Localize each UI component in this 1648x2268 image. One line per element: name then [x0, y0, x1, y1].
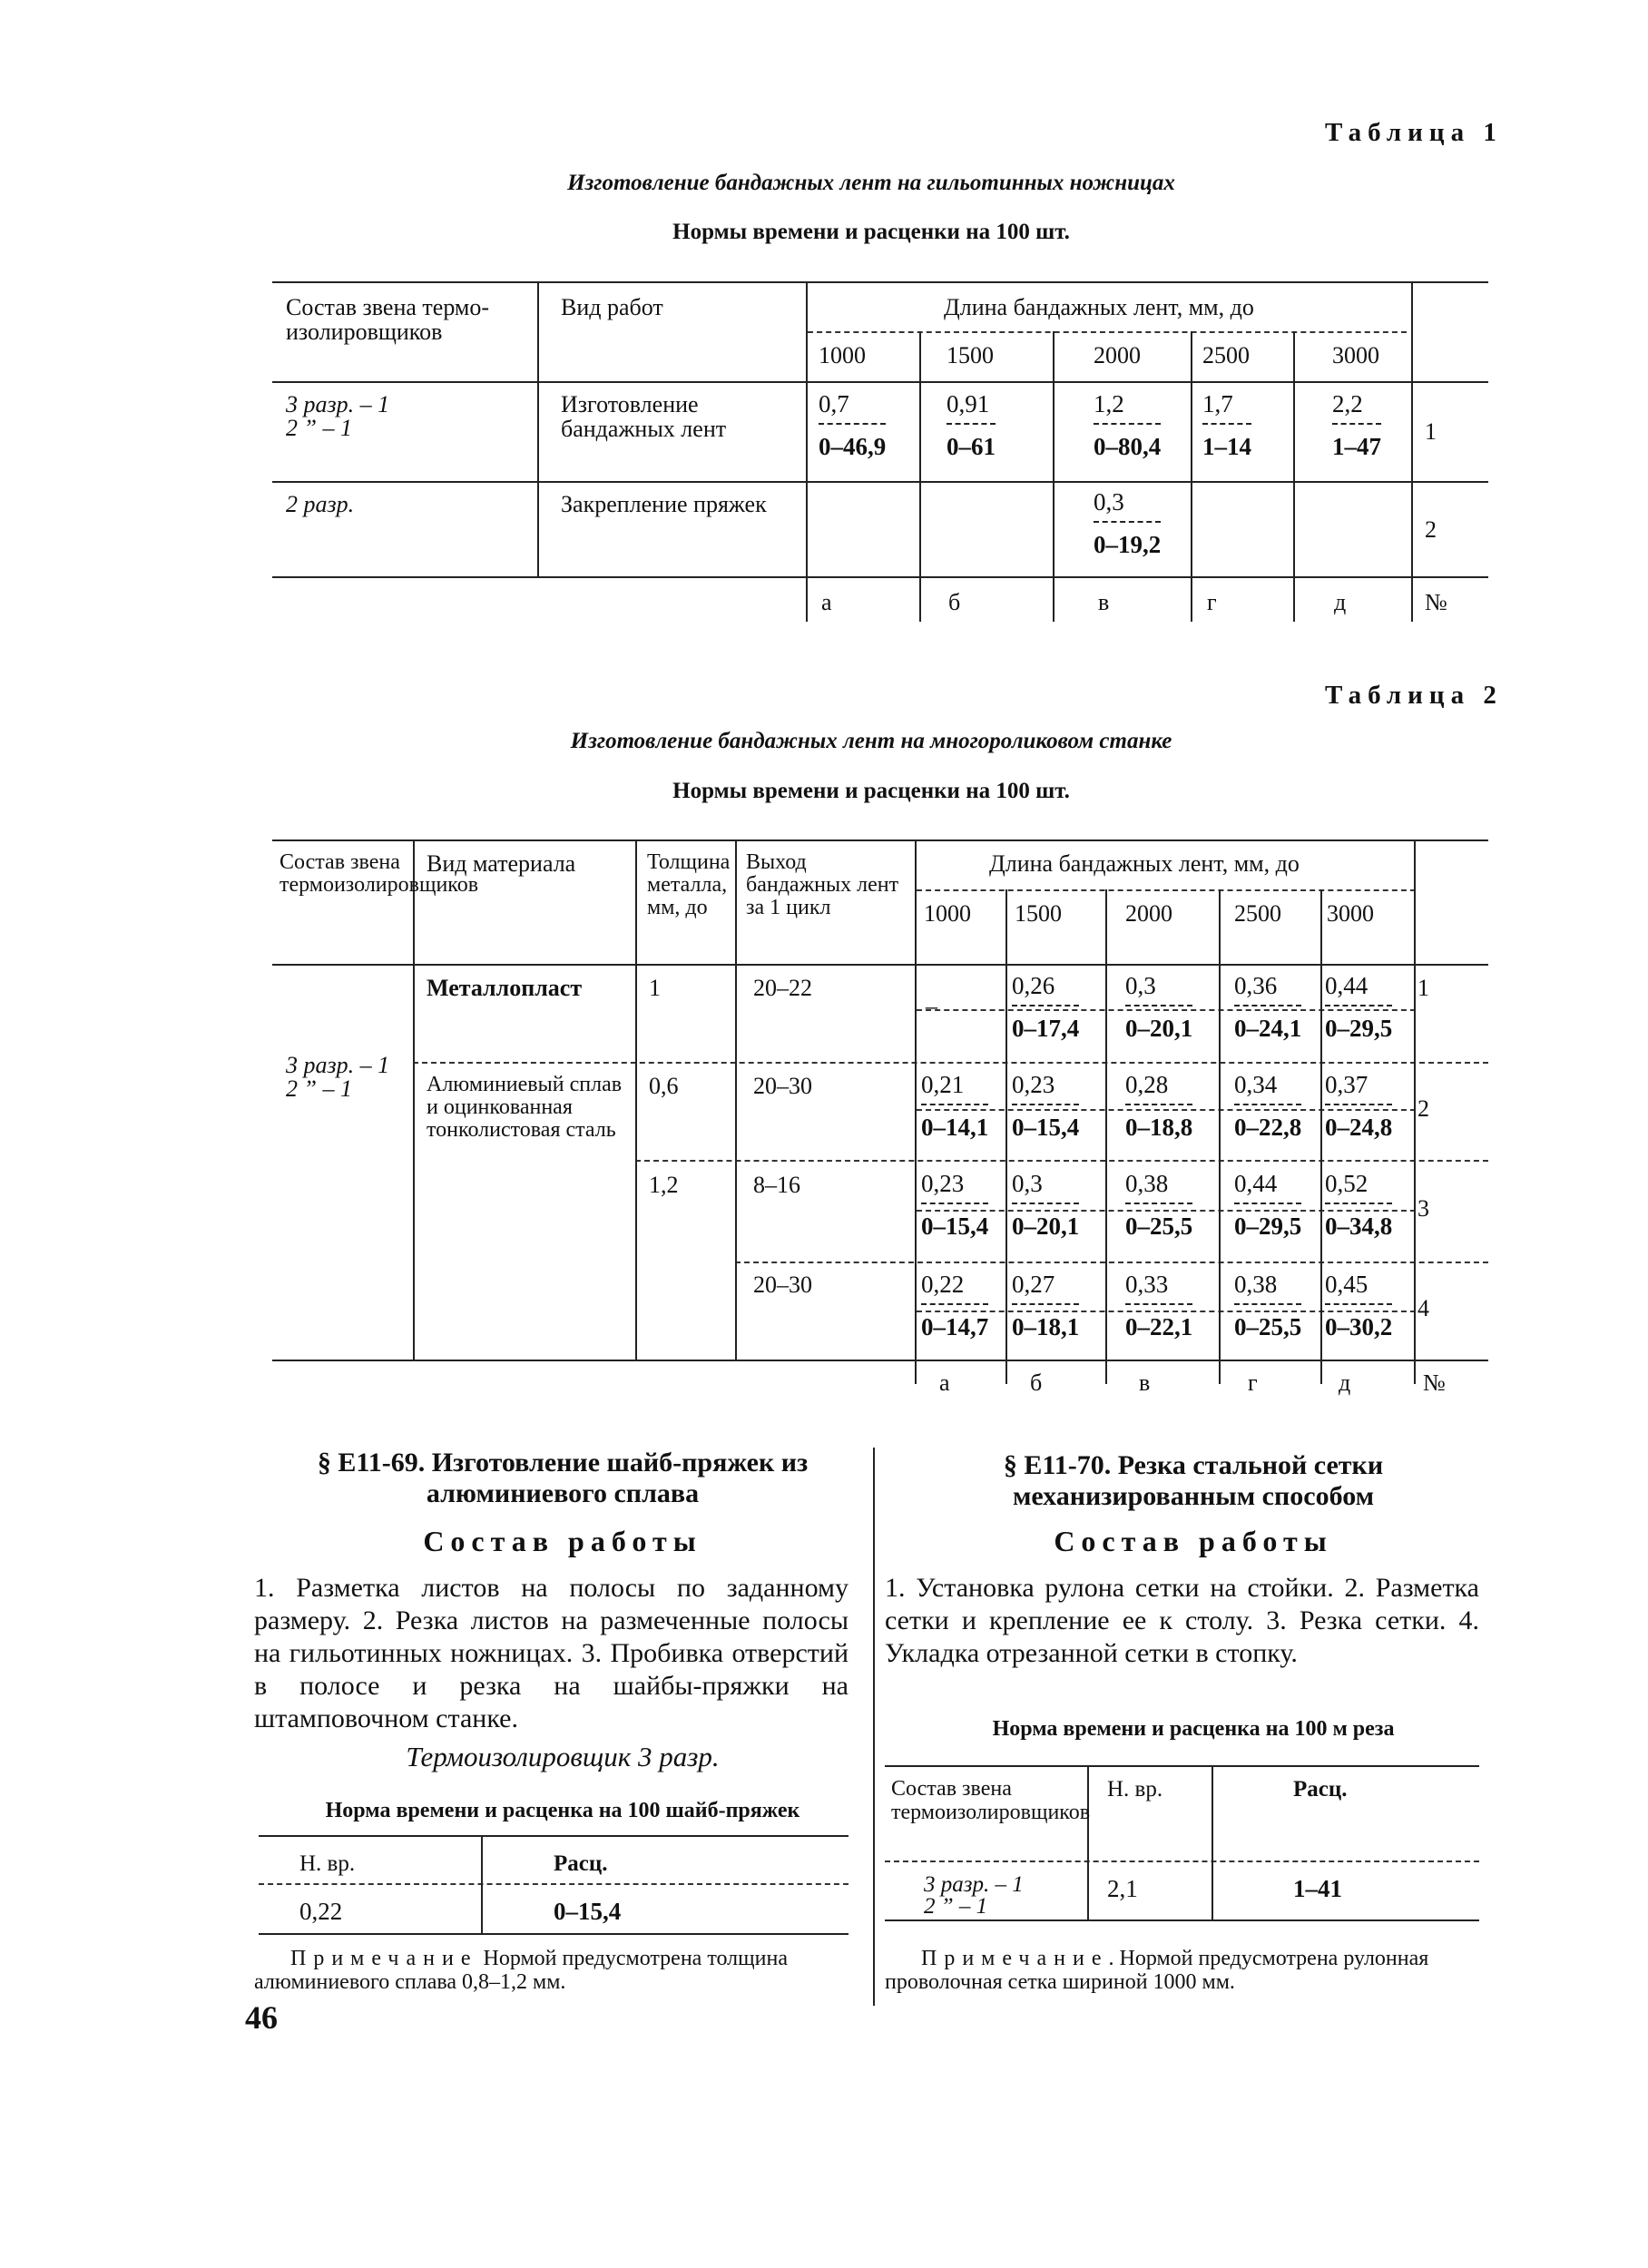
t2-r1-output: 20–22 [753, 975, 812, 1001]
sec70-norm-title: Норма времени и расценка на 100 м реза [992, 1717, 1395, 1741]
t2-r1-c5: $\frac{0,44}{0-29,5}$ [1325, 972, 1393, 1042]
t2-r1-c2: $\frac{0,26}{0-17,4}$ [1012, 972, 1080, 1042]
t1-r1-c3: $\frac{1,2}{0-80,4}$ [1094, 390, 1162, 460]
table1-caption: Изготовление бандажных лент на гильотинных ножницах [567, 171, 1175, 195]
t1-header-length: Длина бандажных лент, мм, до [944, 294, 1254, 320]
t2-r4-no: 4 [1417, 1295, 1429, 1321]
t1-foot-a: а [821, 589, 832, 615]
t1-foot-no: № [1425, 589, 1447, 615]
t1-r1-crew-a: 3 разр. – 1 [286, 391, 390, 417]
t2-r4-c3: $\frac{0,33}{0-22,1}$ [1125, 1271, 1193, 1340]
t2-crew-a: 3 разр. – 1 [286, 1052, 390, 1078]
table2-label: Таблица 2 [1325, 681, 1503, 710]
t2-r2-material: Алюминиевый сплав и оцинкованная тонколистовая сталь [427, 1073, 623, 1142]
t2-r2-c5: $\frac{0,37}{0-24,8}$ [1325, 1071, 1393, 1141]
t1-r1-crew-b: 2 ” – 1 [286, 415, 352, 441]
t2-header-crew: Состав звена термоизолировщиков [280, 850, 479, 897]
t1-len-2500: 2500 [1202, 342, 1250, 368]
t2-r1-no: 1 [1417, 975, 1429, 1001]
t1-r2-work: Закрепление пряжек [561, 491, 767, 517]
t2-header-output: Выход бандажных лент за 1 цикл [746, 850, 899, 919]
sec70-text: 1. Установка рулона сетки на стойки. 2. Разметка сетки и крепление ее к столу. 3. Резка сетки. 4. Укладка отрезанной сетки в стопку. [885, 1573, 1479, 1668]
sec70-note-text: . Нормой предусмотрена рулонная проволочная сетка шириной 1000 мм. [885, 1947, 1429, 1994]
t1-len-3000: 3000 [1332, 342, 1379, 368]
t2-r4-c1: $\frac{0,22}{0-14,7}$ [921, 1271, 989, 1340]
sec70-crew-a: 3 разр. – 1 [924, 1872, 1024, 1897]
sec70-v1: 2,1 [1107, 1875, 1138, 1902]
t2-r3-c5: $\frac{0,52}{0-34,8}$ [1325, 1170, 1393, 1240]
sec70-h1: Н. вр. [1107, 1777, 1163, 1802]
sec70-crew-b: 2 ” – 1 [924, 1894, 988, 1919]
t2-crew-b: 2 ” – 1 [286, 1075, 352, 1102]
t1-header-work: Вид работ [561, 294, 663, 320]
t1-len-2000: 2000 [1094, 342, 1141, 368]
t2-r4-c5: $\frac{0,45}{0-30,2}$ [1325, 1271, 1393, 1340]
t1-foot-g: г [1207, 589, 1217, 615]
sec69-note-label: Примечание [290, 1947, 478, 1970]
sec69-h2: Расц. [554, 1851, 608, 1876]
t2-r3-thickness: 1,2 [649, 1172, 679, 1198]
t1-foot-d: д [1334, 589, 1347, 615]
t2-r3-c4: $\frac{0,44}{0-29,5}$ [1234, 1170, 1302, 1240]
table1-subcaption: Нормы времени и расценки на 100 шт. [672, 220, 1070, 244]
sec70-v2: 1–41 [1293, 1875, 1342, 1902]
t1-r2-no: 2 [1425, 516, 1437, 543]
t2-foot-g: г [1248, 1370, 1258, 1396]
t2-header-material: Вид материала [427, 850, 576, 877]
sec69-v1: 0,22 [299, 1898, 343, 1925]
t2-r2-output: 20–30 [753, 1073, 812, 1099]
t2-len-2500: 2500 [1234, 900, 1281, 927]
t2-r3-c3: $\frac{0,38}{0-25,5}$ [1125, 1170, 1193, 1240]
t2-r1-material: Металлопласт [427, 975, 583, 1001]
t2-len-1000: 1000 [924, 900, 971, 927]
sec69-sostav: Состав работы [423, 1525, 702, 1557]
table2-caption: Изготовление бандажных лент на многороликовом станке [570, 729, 1172, 753]
t2-r4-c2: $\frac{0,27}{0-18,1}$ [1012, 1271, 1080, 1340]
sec70-h-crew: Состав звена термоизолировщиков [891, 1777, 1091, 1824]
sec69-worker: Термоизолировщик 3 разр. [406, 1741, 720, 1772]
t2-foot-a: а [939, 1370, 950, 1396]
sec69-note [254, 1947, 849, 1994]
t2-r3-output: 8–16 [753, 1172, 800, 1198]
t2-r1-c4: $\frac{0,36}{0-24,1}$ [1234, 972, 1302, 1042]
page-number: 46 [245, 1999, 278, 2036]
t2-r2-no: 2 [1417, 1095, 1429, 1122]
t1-foot-b: б [948, 589, 961, 615]
sec69-h1: Н. вр. [299, 1851, 356, 1876]
t1-len-1500: 1500 [947, 342, 994, 368]
t1-r1-work: Изготовление бандажных лент [561, 391, 727, 442]
t2-r3-c2: $\frac{0,3}{0-20,1}$ [1012, 1170, 1080, 1240]
t1-r1-c5: $\frac{2,2}{1-47}$ [1332, 390, 1381, 460]
t2-r1-c1: – [926, 993, 937, 1019]
t2-foot-v: в [1139, 1370, 1151, 1396]
t1-foot-v: в [1098, 589, 1110, 615]
t2-r2-c3: $\frac{0,28}{0-18,8}$ [1125, 1071, 1193, 1141]
t2-r2-c2: $\frac{0,23}{0-15,4}$ [1012, 1071, 1080, 1141]
t1-r2-crew: 2 разр. [286, 491, 355, 517]
t2-foot-b: б [1030, 1370, 1043, 1396]
sec70-sostav: Состав работы [1054, 1525, 1333, 1557]
t2-r3-c1: $\frac{0,23}{0-15,4}$ [921, 1170, 989, 1240]
t2-foot-no: № [1423, 1370, 1446, 1396]
t2-r4-output: 20–30 [753, 1271, 812, 1298]
t1-header-crew: Состав звена термо-изолировщиков [286, 294, 490, 345]
sec69-v2: 0–15,4 [554, 1898, 622, 1925]
sec70-h2: Расц. [1293, 1777, 1348, 1802]
t1-r1-no: 1 [1425, 418, 1437, 445]
t1-r1-c2: $\frac{0,91}{0-61}$ [947, 390, 996, 460]
t2-r2-thickness: 0,6 [649, 1073, 679, 1099]
t2-len-2000: 2000 [1125, 900, 1172, 927]
column-divider [873, 1448, 875, 2006]
t1-len-1000: 1000 [819, 342, 866, 368]
sec69-note-text: Нормой предусмотрена толщина алюминиевого сплава 0,8–1,2 мм. [254, 1947, 788, 1994]
t1-r2-c3: $\frac{0,3}{0-19,2}$ [1094, 488, 1162, 558]
t2-foot-d: д [1339, 1370, 1351, 1396]
sec69-title: § Е11-69. Изготовление шайб-пряжек из алюминиевого сплава [317, 1448, 809, 1508]
table2-subcaption: Нормы времени и расценки на 100 шт. [672, 779, 1070, 803]
t2-header-thickness: Толщина металла, мм, до [647, 850, 731, 919]
t2-r3-no: 3 [1417, 1195, 1429, 1222]
t2-r2-c4: $\frac{0,34}{0-22,8}$ [1234, 1071, 1302, 1141]
table1-label: Таблица 1 [1325, 118, 1503, 147]
t1-r1-c1: $\frac{0,7}{0-46,9}$ [819, 390, 887, 460]
sec69-norm-title: Норма времени и расценка на 100 шайб-пряжек [325, 1799, 800, 1822]
t2-r2-c1: $\frac{0,21}{0-14,1}$ [921, 1071, 989, 1141]
sec70-note [885, 1947, 1484, 1994]
t2-r1-thickness: 1 [649, 975, 661, 1001]
t2-header-length: Длина бандажных лент, мм, до [989, 850, 1300, 877]
t2-len-3000: 3000 [1327, 900, 1374, 927]
t2-r1-c3: $\frac{0,3}{0-20,1}$ [1125, 972, 1193, 1042]
sec69-text: 1. Разметка листов на полосы по заданному размеру. 2. Резка листов на размеченные полосы на гильотинных ножницах. 3. Пробивка отверстий в полосе и резка на шайбы-пряжки на штамповочном станке. [254, 1573, 849, 1733]
t2-len-1500: 1500 [1015, 900, 1062, 927]
sec70-title: § Е11-70. Резка стальной сетки механизированным способом [1003, 1450, 1384, 1511]
t2-r4-c4: $\frac{0,38}{0-25,5}$ [1234, 1271, 1302, 1340]
t1-r1-c4: $\frac{1,7}{1-14}$ [1202, 390, 1251, 460]
sec70-note-label: Примечание [921, 1947, 1109, 1970]
